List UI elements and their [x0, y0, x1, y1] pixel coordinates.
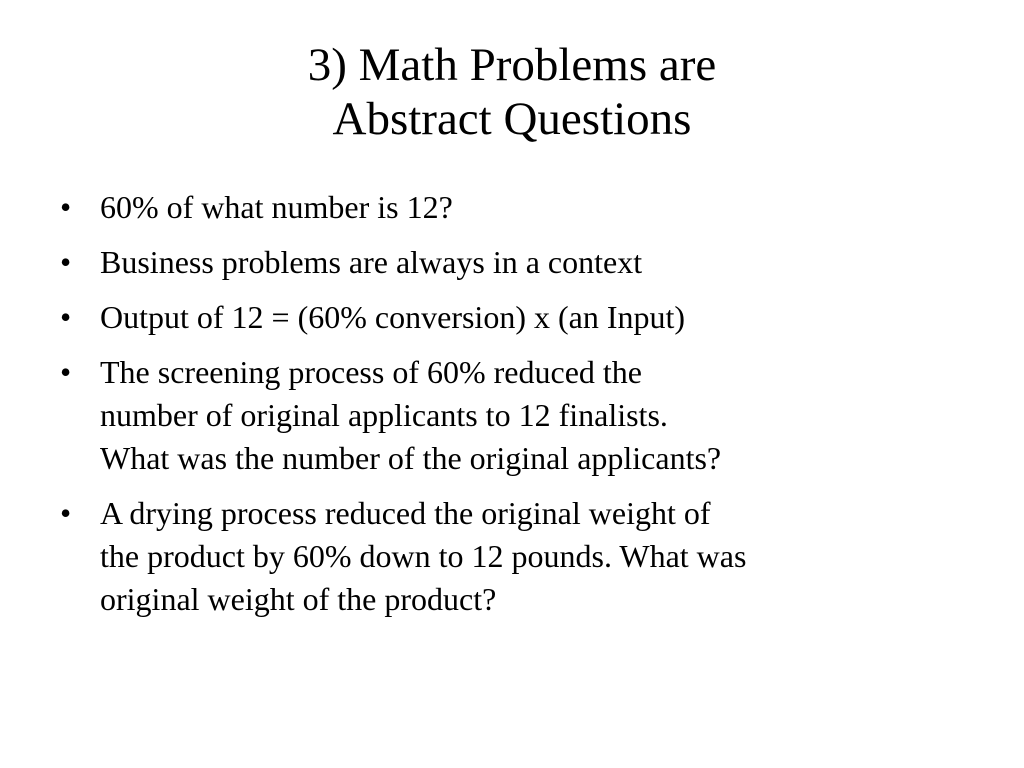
bullet-dot-icon: •	[60, 299, 72, 335]
bullet-line: The screening process of 60% reduced the	[100, 354, 642, 390]
bullet-line: 60% of what number is 12?	[100, 189, 453, 225]
title-line-2: Abstract Questions	[332, 93, 692, 145]
bullet-line: What was the number of the original applicants?	[100, 440, 722, 476]
title-line-1: 3) Math Problems are	[307, 39, 717, 91]
bullet-item-1	[60, 186, 990, 229]
bullet-item-5	[60, 492, 990, 621]
bullet-dot-icon: •	[60, 495, 72, 531]
bullet-line: number of original applicants to 12 finalists.	[100, 397, 668, 433]
bullet-text	[100, 296, 990, 339]
bullet-line: Business problems are always in a context	[100, 244, 643, 280]
bullet-list	[60, 186, 990, 633]
bullet-line: A drying process reduced the original weight of	[100, 495, 711, 531]
bullet-text	[100, 351, 990, 480]
bullet-item-2	[60, 241, 990, 284]
slide-title	[0, 38, 1024, 146]
bullet-line: the product by 60% down to 12 pounds. What was	[100, 538, 747, 574]
bullet-dot-icon: •	[60, 189, 72, 225]
bullet-text	[100, 186, 990, 229]
bullet-dot-icon: •	[60, 354, 72, 390]
bullet-dot-icon: •	[60, 244, 72, 280]
bullet-line: Output of 12 = (60% conversion) x (an Input)	[100, 299, 686, 335]
bullet-item-4	[60, 351, 990, 480]
bullet-line: original weight of the product?	[100, 581, 497, 617]
bullet-text	[100, 241, 990, 284]
bullet-text	[100, 492, 990, 621]
bullet-item-3	[60, 296, 990, 339]
